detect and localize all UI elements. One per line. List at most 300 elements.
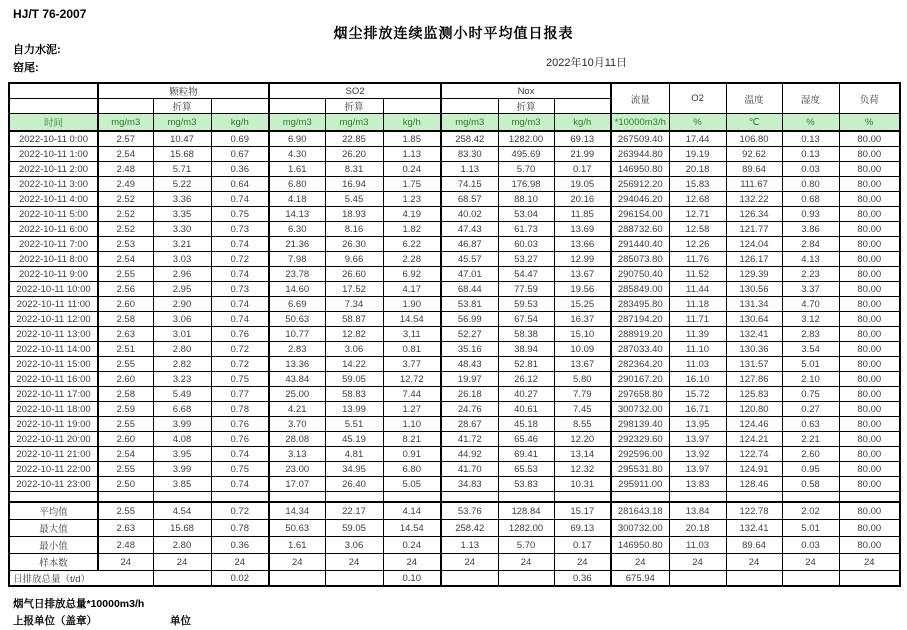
value-cell: 80.00 — [839, 237, 900, 252]
time-cell: 2022-10-11 22:00 — [9, 462, 98, 477]
summary-value-cell: 2.48 — [98, 537, 153, 554]
value-cell: 0.74 — [211, 297, 269, 312]
value-cell: 77.59 — [498, 282, 554, 297]
value-cell: 11.44 — [669, 282, 726, 297]
value-cell: 12.20 — [554, 432, 611, 447]
value-cell: 40.27 — [498, 387, 554, 402]
summary-value-cell: 24 — [554, 554, 611, 571]
value-cell: 2.52 — [98, 207, 153, 222]
summary-value-cell: 20.18 — [669, 520, 726, 537]
value-cell: 0.36 — [211, 162, 269, 177]
value-cell: 126.34 — [726, 207, 782, 222]
value-cell: 43.84 — [269, 372, 325, 387]
value-cell: 6.90 — [269, 131, 325, 147]
value-cell: 292596.00 — [611, 447, 669, 462]
value-cell: 2.90 — [153, 297, 211, 312]
value-cell: 1.13 — [441, 162, 498, 177]
report-table — [8, 82, 901, 587]
value-cell: 24.76 — [441, 402, 498, 417]
table-row — [9, 147, 900, 162]
value-cell: 6.80 — [269, 177, 325, 192]
value-cell: 40.61 — [498, 402, 554, 417]
unit-cell: kg/h — [383, 114, 441, 132]
table-row — [9, 282, 900, 297]
unit-cell: *10000m3/h — [611, 114, 669, 132]
value-cell: 292329.60 — [611, 432, 669, 447]
value-cell: 3.77 — [383, 357, 441, 372]
value-cell: 80.00 — [839, 462, 900, 477]
value-cell: 5.51 — [325, 417, 383, 432]
summary-value-cell: 53.76 — [441, 502, 498, 520]
time-cell: 2022-10-11 12:00 — [9, 312, 98, 327]
col-header-o2: O2 — [669, 83, 726, 114]
time-cell: 2022-10-11 5:00 — [9, 207, 98, 222]
value-cell: 17.52 — [325, 282, 383, 297]
value-cell: 0.75 — [782, 387, 839, 402]
value-cell: 2.55 — [98, 357, 153, 372]
value-cell: 80.00 — [839, 177, 900, 192]
value-cell: 2.55 — [98, 462, 153, 477]
summary-value-cell: 2.80 — [153, 537, 211, 554]
value-cell: 0.03 — [782, 162, 839, 177]
time-cell: 2022-10-11 7:00 — [9, 237, 98, 252]
value-cell: 290750.40 — [611, 267, 669, 282]
value-cell: 14.60 — [269, 282, 325, 297]
value-cell: 122.74 — [726, 447, 782, 462]
empty-cell — [211, 99, 269, 114]
unit-cell: % — [839, 114, 900, 132]
value-cell: 0.13 — [782, 131, 839, 147]
value-cell: 300732.00 — [611, 402, 669, 417]
value-cell: 3.03 — [153, 252, 211, 267]
summary-value-cell: 24 — [383, 554, 441, 571]
summary-row — [9, 502, 900, 520]
daily-total-row — [9, 571, 900, 587]
value-cell: 285849.00 — [611, 282, 669, 297]
table-row — [9, 237, 900, 252]
daily-total-value-cell — [269, 571, 325, 587]
value-cell: 38.94 — [498, 342, 554, 357]
daily-total-value-cell: 675.94 — [611, 571, 669, 587]
value-cell: 258.42 — [441, 131, 498, 147]
value-cell: 296154.00 — [611, 207, 669, 222]
value-cell: 4.18 — [269, 192, 325, 207]
value-cell: 2.48 — [98, 162, 153, 177]
value-cell: 2.82 — [153, 357, 211, 372]
value-cell: 12.99 — [554, 252, 611, 267]
group-particulate: 颗粒物 — [98, 83, 269, 99]
summary-value-cell: 80.00 — [839, 502, 900, 520]
value-cell: 83.30 — [441, 147, 498, 162]
value-cell: 26.18 — [441, 387, 498, 402]
value-cell: 45.57 — [441, 252, 498, 267]
value-cell: 128.46 — [726, 477, 782, 492]
summary-value-cell: 24 — [839, 554, 900, 571]
summary-value-cell: 4.54 — [153, 502, 211, 520]
value-cell: 3.23 — [153, 372, 211, 387]
value-cell: 2.51 — [98, 342, 153, 357]
time-cell: 2022-10-11 13:00 — [9, 327, 98, 342]
empty-cell — [153, 492, 211, 503]
table-row — [9, 131, 900, 147]
value-cell: 21.99 — [554, 147, 611, 162]
value-cell: 0.80 — [782, 177, 839, 192]
value-cell: 89.64 — [726, 162, 782, 177]
value-cell: 0.67 — [211, 147, 269, 162]
value-cell: 291440.40 — [611, 237, 669, 252]
value-cell: 80.00 — [839, 282, 900, 297]
value-cell: 14.54 — [383, 312, 441, 327]
value-cell: 13.95 — [669, 417, 726, 432]
value-cell: 1.90 — [383, 297, 441, 312]
daily-total-value-cell: 0.10 — [383, 571, 441, 587]
value-cell: 4.17 — [383, 282, 441, 297]
summary-value-cell: 281643.18 — [611, 502, 669, 520]
value-cell: 12.72 — [383, 372, 441, 387]
group-nox: Nox — [441, 83, 611, 99]
value-cell: 3.70 — [269, 417, 325, 432]
empty-cell — [9, 99, 98, 114]
summary-row — [9, 537, 900, 554]
col-header-temperature: 温度 — [726, 83, 782, 114]
value-cell: 14.22 — [325, 357, 383, 372]
value-cell: 10.77 — [269, 327, 325, 342]
value-cell: 2.60 — [98, 297, 153, 312]
unit-cell: mg/m3 — [325, 114, 383, 132]
value-cell: 0.73 — [211, 282, 269, 297]
converted-label-particulate: 折算 — [153, 99, 211, 114]
time-cell: 2022-10-11 20:00 — [9, 432, 98, 447]
value-cell: 3.11 — [383, 327, 441, 342]
summary-value-cell: 1282.00 — [498, 520, 554, 537]
value-cell: 2.21 — [782, 432, 839, 447]
value-cell: 2.95 — [153, 282, 211, 297]
value-cell: 58.87 — [325, 312, 383, 327]
value-cell: 28.08 — [269, 432, 325, 447]
value-cell: 47.01 — [441, 267, 498, 282]
value-cell: 5.22 — [153, 177, 211, 192]
value-cell: 34.95 — [325, 462, 383, 477]
value-cell: 2.60 — [782, 447, 839, 462]
value-cell: 0.76 — [211, 327, 269, 342]
value-cell: 11.85 — [554, 207, 611, 222]
value-cell: 0.63 — [782, 417, 839, 432]
value-cell: 0.13 — [782, 147, 839, 162]
value-cell: 68.57 — [441, 192, 498, 207]
time-cell: 2022-10-11 1:00 — [9, 147, 98, 162]
value-cell: 5.71 — [153, 162, 211, 177]
value-cell: 283495.80 — [611, 297, 669, 312]
value-cell: 132.22 — [726, 192, 782, 207]
value-cell: 10.31 — [554, 477, 611, 492]
value-cell: 0.73 — [211, 222, 269, 237]
table-row — [9, 327, 900, 342]
time-cell: 2022-10-11 4:00 — [9, 192, 98, 207]
value-cell: 88.10 — [498, 192, 554, 207]
table-row — [9, 447, 900, 462]
value-cell: 294046.20 — [611, 192, 669, 207]
value-cell: 287033.40 — [611, 342, 669, 357]
flue-gas-total-label: 烟气日排放总量*10000m3/h — [13, 598, 145, 610]
value-cell: 80.00 — [839, 432, 900, 447]
summary-value-cell: 13.84 — [669, 502, 726, 520]
group-so2: SO2 — [269, 83, 441, 99]
summary-value-cell: 0.17 — [554, 537, 611, 554]
value-cell: 80.00 — [839, 447, 900, 462]
value-cell: 130.64 — [726, 312, 782, 327]
value-cell: 2.50 — [98, 477, 153, 492]
time-cell: 2022-10-11 19:00 — [9, 417, 98, 432]
summary-value-cell: 24 — [211, 554, 269, 571]
value-cell: 1.23 — [383, 192, 441, 207]
empty-cell — [269, 99, 325, 114]
summary-value-cell: 0.72 — [211, 502, 269, 520]
value-cell: 8.21 — [383, 432, 441, 447]
table-row — [9, 432, 900, 447]
summary-value-cell: 80.00 — [839, 537, 900, 554]
value-cell: 129.39 — [726, 267, 782, 282]
value-cell: 12.32 — [554, 462, 611, 477]
summary-value-cell: 122.78 — [726, 502, 782, 520]
empty-cell — [9, 492, 98, 503]
time-cell: 2022-10-11 15:00 — [9, 357, 98, 372]
summary-value-cell: 146950.80 — [611, 537, 669, 554]
time-cell: 2022-10-11 0:00 — [9, 131, 98, 147]
value-cell: 16.10 — [669, 372, 726, 387]
value-cell: 20.16 — [554, 192, 611, 207]
summary-row — [9, 520, 900, 537]
value-cell: 15.10 — [554, 327, 611, 342]
value-cell: 80.00 — [839, 402, 900, 417]
summary-label: 最大值 — [9, 520, 98, 537]
daily-total-value-cell — [669, 571, 726, 587]
converted-label-nox: 折算 — [498, 99, 554, 114]
value-cell: 45.19 — [325, 432, 383, 447]
value-cell: 7.79 — [554, 387, 611, 402]
unit-cell: kg/h — [554, 114, 611, 132]
value-cell: 53.04 — [498, 207, 554, 222]
summary-value-cell: 0.24 — [383, 537, 441, 554]
value-cell: 2.58 — [98, 387, 153, 402]
value-cell: 2.84 — [782, 237, 839, 252]
summary-value-cell: 15.68 — [153, 520, 211, 537]
separator-row — [9, 492, 900, 503]
value-cell: 0.74 — [211, 477, 269, 492]
time-cell: 2022-10-11 21:00 — [9, 447, 98, 462]
value-cell: 25.00 — [269, 387, 325, 402]
summary-value-cell: 0.36 — [211, 537, 269, 554]
company-label: 自力水泥: — [13, 44, 61, 56]
summary-value-cell: 0.03 — [782, 537, 839, 554]
value-cell: 9.66 — [325, 252, 383, 267]
empty-cell — [611, 492, 669, 503]
units-header-row — [9, 114, 900, 132]
value-cell: 124.91 — [726, 462, 782, 477]
kiln-label: 窑尾: — [13, 62, 39, 74]
value-cell: 16.37 — [554, 312, 611, 327]
value-cell: 12.71 — [669, 207, 726, 222]
value-cell: 0.72 — [211, 357, 269, 372]
value-cell: 0.93 — [782, 207, 839, 222]
value-cell: 5.70 — [498, 162, 554, 177]
value-cell: 13.36 — [269, 357, 325, 372]
col-header-load: 负荷 — [839, 83, 900, 114]
value-cell: 0.68 — [782, 192, 839, 207]
empty-cell — [441, 99, 498, 114]
value-cell: 80.00 — [839, 387, 900, 402]
time-cell: 2022-10-11 11:00 — [9, 297, 98, 312]
empty-cell — [98, 99, 153, 114]
value-cell: 6.69 — [269, 297, 325, 312]
value-cell: 3.35 — [153, 207, 211, 222]
value-cell: 20.18 — [669, 162, 726, 177]
value-cell: 4.21 — [269, 402, 325, 417]
value-cell: 80.00 — [839, 312, 900, 327]
table-row — [9, 477, 900, 492]
value-cell: 15.72 — [669, 387, 726, 402]
value-cell: 7.45 — [554, 402, 611, 417]
value-cell: 0.58 — [782, 477, 839, 492]
value-cell: 18.93 — [325, 207, 383, 222]
value-cell: 2.96 — [153, 267, 211, 282]
value-cell: 68.44 — [441, 282, 498, 297]
table-row — [9, 192, 900, 207]
value-cell: 120.80 — [726, 402, 782, 417]
value-cell: 12.58 — [669, 222, 726, 237]
summary-label: 样本数 — [9, 554, 98, 571]
value-cell: 4.81 — [325, 447, 383, 462]
value-cell: 80.00 — [839, 372, 900, 387]
value-cell: 2.55 — [98, 267, 153, 282]
value-cell: 1.75 — [383, 177, 441, 192]
value-cell: 3.30 — [153, 222, 211, 237]
value-cell: 2.59 — [98, 402, 153, 417]
daily-total-value-cell — [726, 571, 782, 587]
value-cell: 26.40 — [325, 477, 383, 492]
table-row — [9, 297, 900, 312]
table-row — [9, 372, 900, 387]
value-cell: 59.05 — [325, 372, 383, 387]
summary-value-cell: 24 — [269, 554, 325, 571]
value-cell: 124.21 — [726, 432, 782, 447]
value-cell: 13.66 — [554, 237, 611, 252]
value-cell: 11.52 — [669, 267, 726, 282]
value-cell: 1.85 — [383, 131, 441, 147]
table-row — [9, 342, 900, 357]
empty-cell — [383, 99, 441, 114]
value-cell: 80.00 — [839, 417, 900, 432]
summary-value-cell: 59.05 — [325, 520, 383, 537]
table-row — [9, 462, 900, 477]
value-cell: 80.00 — [839, 192, 900, 207]
value-cell: 2.63 — [98, 327, 153, 342]
value-cell: 17.44 — [669, 131, 726, 147]
value-cell: 50.63 — [269, 312, 325, 327]
summary-value-cell: 24 — [441, 554, 498, 571]
value-cell: 8.16 — [325, 222, 383, 237]
value-cell: 0.75 — [211, 207, 269, 222]
summary-value-cell: 3.06 — [325, 537, 383, 554]
empty-cell — [726, 492, 782, 503]
summary-value-cell: 24 — [611, 554, 669, 571]
value-cell: 92.62 — [726, 147, 782, 162]
value-cell: 0.91 — [383, 447, 441, 462]
value-cell: 19.56 — [554, 282, 611, 297]
value-cell: 21.36 — [269, 237, 325, 252]
value-cell: 59.53 — [498, 297, 554, 312]
value-cell: 2.57 — [98, 131, 153, 147]
value-cell: 5.01 — [782, 357, 839, 372]
value-cell: 11.18 — [669, 297, 726, 312]
converted-label-so2: 折算 — [325, 99, 383, 114]
summary-value-cell: 5.01 — [782, 520, 839, 537]
value-cell: 2.83 — [269, 342, 325, 357]
value-cell: 3.06 — [325, 342, 383, 357]
daily-total-value-cell — [441, 571, 498, 587]
value-cell: 6.92 — [383, 267, 441, 282]
value-cell: 58.38 — [498, 327, 554, 342]
value-cell: 3.99 — [153, 417, 211, 432]
report-date: 2022年10月11日 — [546, 57, 628, 69]
unit-cell: mg/m3 — [498, 114, 554, 132]
value-cell: 2.28 — [383, 252, 441, 267]
value-cell: 0.74 — [211, 267, 269, 282]
time-cell: 2022-10-11 10:00 — [9, 282, 98, 297]
value-cell: 34.83 — [441, 477, 498, 492]
value-cell: 13.14 — [554, 447, 611, 462]
value-cell: 287194.20 — [611, 312, 669, 327]
value-cell: 267509.40 — [611, 131, 669, 147]
value-cell: 3.01 — [153, 327, 211, 342]
value-cell: 46.87 — [441, 237, 498, 252]
time-cell: 2022-10-11 14:00 — [9, 342, 98, 357]
time-cell: 2022-10-11 9:00 — [9, 267, 98, 282]
value-cell: 3.37 — [782, 282, 839, 297]
value-cell: 26.20 — [325, 147, 383, 162]
value-cell: 15.25 — [554, 297, 611, 312]
value-cell: 11.03 — [669, 357, 726, 372]
value-cell: 80.00 — [839, 267, 900, 282]
empty-cell — [554, 492, 611, 503]
value-cell: 124.04 — [726, 237, 782, 252]
table-row — [9, 417, 900, 432]
value-cell: 28.67 — [441, 417, 498, 432]
value-cell: 2.60 — [98, 372, 153, 387]
value-cell: 40.02 — [441, 207, 498, 222]
value-cell: 12.26 — [669, 237, 726, 252]
empty-cell — [554, 99, 611, 114]
summary-value-cell: 22.17 — [325, 502, 383, 520]
summary-value-cell: 24 — [98, 554, 153, 571]
value-cell: 15.83 — [669, 177, 726, 192]
time-cell: 2022-10-11 23:00 — [9, 477, 98, 492]
value-cell: 48.43 — [441, 357, 498, 372]
value-cell: 19.97 — [441, 372, 498, 387]
value-cell: 126.17 — [726, 252, 782, 267]
empty-cell — [98, 492, 153, 503]
daily-total-label: 日排放总量（t/d） — [9, 571, 153, 587]
summary-value-cell: 24 — [726, 554, 782, 571]
value-cell: 0.75 — [211, 372, 269, 387]
value-cell: 8.55 — [554, 417, 611, 432]
value-cell: 13.97 — [669, 462, 726, 477]
value-cell: 56.99 — [441, 312, 498, 327]
value-cell: 2.53 — [98, 237, 153, 252]
value-cell: 0.17 — [554, 162, 611, 177]
value-cell: 2.52 — [98, 222, 153, 237]
value-cell: 10.09 — [554, 342, 611, 357]
value-cell: 0.75 — [211, 462, 269, 477]
